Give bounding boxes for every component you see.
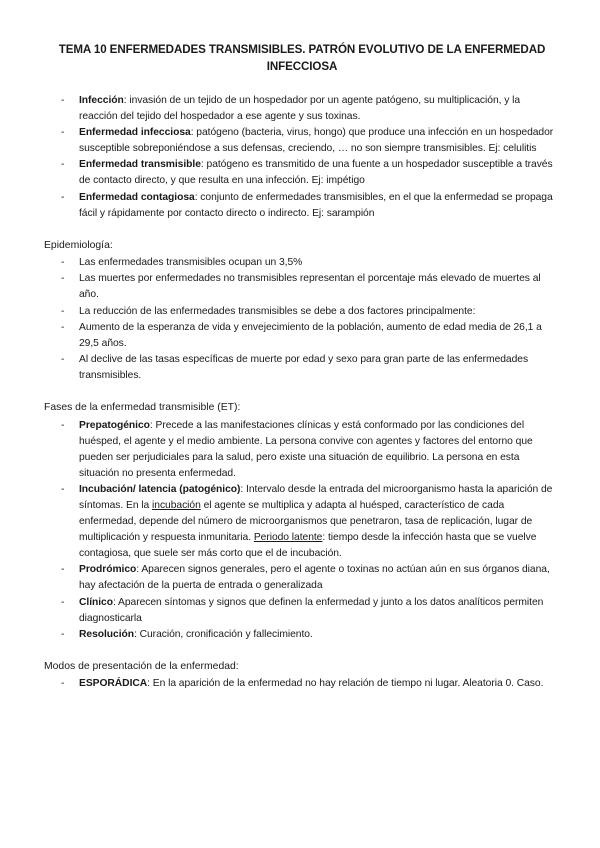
term: ESPORÁDICA xyxy=(79,678,148,690)
term: Incubación/ latencia (patogénico) xyxy=(79,483,241,495)
bullet-dash: - xyxy=(61,596,65,608)
definition-item-enfermedad-infecciosa xyxy=(44,125,560,157)
bullet-dash: - xyxy=(61,191,65,203)
list-item xyxy=(44,320,560,352)
definition-text: : invasión de un tejido de un hospedador por un agente patógeno, su multiplicación, y la reacción del tejido del hospedador a ese agente y sus toxinas. xyxy=(79,95,521,123)
modes-heading: Modos de presentación de la enfermedad: xyxy=(44,660,239,672)
modes-list xyxy=(44,676,560,692)
bullet-dash: - xyxy=(61,305,65,317)
phase-item-prodromico xyxy=(44,562,560,594)
modes-section xyxy=(44,659,560,693)
term: Infección xyxy=(79,95,124,106)
term: Clínico xyxy=(79,596,113,608)
phase-text: : Intervalo desde la entrada del microorganismo hasta la aparición de síntomas. En la xyxy=(79,483,553,511)
bullet-dash: - xyxy=(61,353,65,365)
phase-text: : Aparecen signos generales, pero el agente o toxinas no actúan aún en sus órganos diana, hay afectación de la puerta de entrada o generalizada xyxy=(79,564,550,592)
term: Prodrómico xyxy=(79,564,137,576)
bullet-dash: - xyxy=(61,159,65,171)
term: Enfermedad contagiosa xyxy=(79,191,195,203)
list-item xyxy=(44,304,560,320)
mode-item-esporadica xyxy=(44,676,560,692)
term: Prepatogénico xyxy=(79,419,150,431)
definition-text: : patógeno (bacteria, virus, hongo) que produce una infección en un hospedador susceptible sobreponiéndose a sus defensas, creciendo, … no son siempre transmisibles. Ej: celulitis xyxy=(79,127,554,155)
definition-text: : conjunto de enfermedades transmisibles, en el que la enfermedad se propaga fácil y rápidamente por contacto directo o indirecto. Ej: sarampión xyxy=(79,191,553,219)
phase-text: : Aparecen síntomas y signos que definen la enfermedad y junto a los datos analíticos permiten diagnosticarla xyxy=(79,596,544,624)
term: Resolución xyxy=(79,628,134,640)
bullet-dash: - xyxy=(61,564,65,576)
definition-item-enfermedad-transmisible xyxy=(44,157,560,189)
document-title: TEMA 10 ENFERMEDADES TRANSMISIBLES. PATRÓN EVOLUTIVO DE LA ENFERMEDAD INFECCIOSA xyxy=(58,43,546,73)
phase-text: : tiempo desde la infección hasta que se vuelve contagiosa, que suele ser más corto que el de incubación. xyxy=(79,532,537,560)
phase-item-clinico xyxy=(44,595,560,627)
epidemiology-heading: Epidemiología: xyxy=(44,239,113,251)
item-text: Aumento de la esperanza de vida y envejecimiento de la población, aumento de edad media de 26,1 a 29,5 años. xyxy=(79,321,542,349)
bullet-dash: - xyxy=(61,419,65,431)
definition-item-enfermedad-contagiosa xyxy=(44,190,560,222)
mode-text: : En la aparición de la enfermedad no hay relación de tiempo ni lugar. Aleatoria 0. Caso. xyxy=(147,678,544,690)
term: Enfermedad infecciosa xyxy=(79,127,191,139)
bullet-dash: - xyxy=(61,95,65,106)
bullet-dash: - xyxy=(61,273,65,285)
phase-text: : Precede a las manifestaciones clínicas y está conformado por las condiciones del huésped, el agente y el medio ambiente. La persona convive con agentes y factores del entorno que pueden ser perjudiciales para la salud, pero existe una situación de equilibrio. La persona en esta situación no presenta enfermedad. xyxy=(79,419,533,479)
definition-item-infeccion xyxy=(44,93,560,125)
underlined-term: incubación xyxy=(152,499,201,511)
epidemiology-list xyxy=(44,255,560,384)
phases-list xyxy=(44,418,560,643)
item-text: Las muertes por enfermedades no transmisibles representan el porcentaje más elevado de muertes al año. xyxy=(79,273,541,301)
bullet-dash: - xyxy=(61,483,65,495)
definitions-list xyxy=(44,93,560,222)
item-text: Al declive de las tasas específicas de muerte por edad y sexo para gran parte de las enfermedades transmisibles. xyxy=(79,353,529,381)
item-text: Las enfermedades transmisibles ocupan un 3,5% xyxy=(79,257,303,269)
definition-text: : patógeno es transmitido de una fuente a un hospedador susceptible a través de contacto directo, y que resulta en una infección. Ej: impétigo xyxy=(79,159,553,187)
list-item xyxy=(44,255,560,271)
underlined-term: Periodo latente xyxy=(253,532,323,544)
phase-item-incubacion xyxy=(44,482,560,562)
phases-section xyxy=(44,400,560,643)
epidemiology-section xyxy=(44,238,560,384)
bullet-dash: - xyxy=(61,257,65,269)
bullet-dash: - xyxy=(61,678,65,690)
list-item xyxy=(44,271,560,303)
phase-item-prepatogenico xyxy=(44,418,560,482)
phase-text: : Curación, cronificación y fallecimiento. xyxy=(134,628,313,640)
list-item xyxy=(44,352,560,384)
bullet-dash: - xyxy=(61,321,65,333)
term: Enfermedad transmisible xyxy=(79,159,201,171)
item-text: La reducción de las enfermedades transmisibles se debe a dos factores principalmente: xyxy=(79,305,476,317)
phase-item-resolucion xyxy=(44,627,560,643)
bullet-dash: - xyxy=(61,127,65,139)
phases-heading: Fases de la enfermedad transmisible (ET): xyxy=(44,402,241,413)
definitions-section xyxy=(44,93,560,222)
bullet-dash: - xyxy=(61,628,65,640)
phase-text: el agente se multiplica y adapta al huésped, característico de cada enfermedad, depende del número de microorganismos que penetraron, tasa de replicación, lugar de multiplicación y respuesta inmunitaria. xyxy=(79,499,533,544)
